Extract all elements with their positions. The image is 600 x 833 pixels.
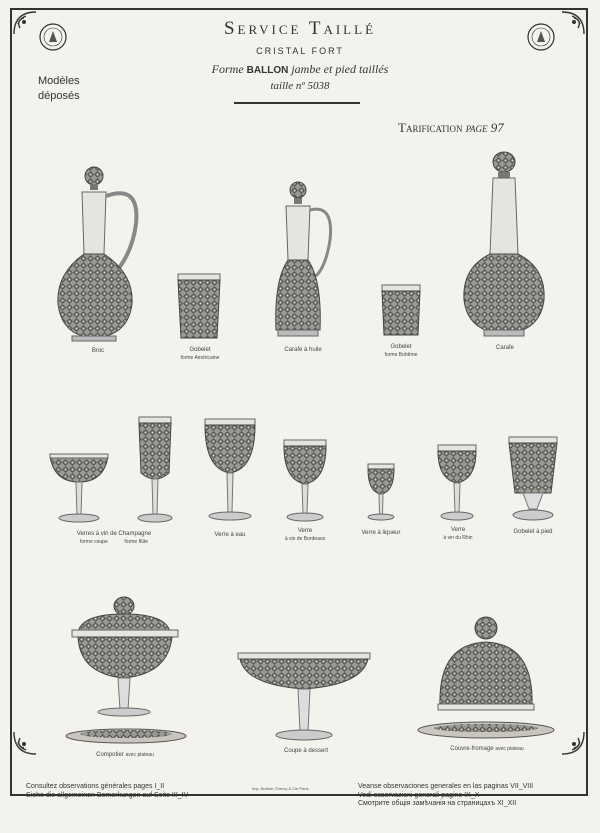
tarification [398,120,504,136]
compotier-illustration [64,594,188,746]
carafe-illustration [460,150,548,338]
gobelet-americaine-illustration [176,272,222,342]
carafe-huile-label-text: Carafe à huile [284,347,322,353]
verre-bordeaux-label [270,527,340,543]
verre-eau-illustration [203,417,257,523]
forme-name: BALLON [246,65,289,76]
page-title: Service Taillé [223,18,377,39]
verre-rhin-illustration [436,443,478,523]
modeles-line: Modèles [38,75,80,87]
verre-bordeaux-sub: à vin de Bordeaux [284,536,326,542]
footer-note-es: Veanse observaciones generales en las paginas VII_VIII [358,783,534,790]
coupe-dessert-illustration [236,651,372,743]
flute-champagne-illustration [135,415,175,525]
verre-liqueur-label-text: Verre à liqueur [361,530,401,536]
couvre-fromage-sub: avec plateau [495,746,524,752]
verre-rhin-label [428,526,488,542]
footer-notes-left [26,783,188,800]
gobelet-pied-illustration [507,435,559,523]
forme-suffix: jambe et pied taillés [291,62,389,76]
gobelet-americaine-sub: forme Américaine [180,355,220,361]
carafe-huile-illustration [270,180,336,340]
broc-label [60,347,136,355]
gobelet-americaine-label [168,346,232,362]
title-rule [234,102,360,104]
verre-liqueur-label [350,529,412,537]
coupe-dessert-label [266,747,346,755]
forme-prefix: Forme [211,62,244,76]
verres-champagne-label [48,530,180,546]
page-subtitle: CRISTAL FORT [256,46,344,56]
broc-label-text: Broc [91,348,105,354]
footer-note-ru: Смотрите общія замѣчанія на страницахъ XI_XII [358,800,517,807]
forme-flute-sub: forme flûte [124,539,149,545]
forme-line [0,62,600,77]
gobelet-boheme-illustration [380,283,422,339]
verre-bordeaux-label-text: Verre [297,528,313,534]
gobelet-pied-label [500,528,566,536]
forme-coupe-sub: forme coupe [79,539,108,545]
verres-champagne-label-text: Verres à vin de Champagne [76,531,152,537]
footer-notes-right [358,783,533,809]
coupe-champagne-illustration [48,452,110,524]
carafe-label [470,344,540,352]
deposes-line: déposés [38,90,80,102]
verre-bordeaux-illustration [282,438,328,524]
coupe-dessert-label-text: Coupe à dessert [283,748,329,754]
corner-ornament [12,730,38,756]
broc-illustration [52,164,144,344]
gobelet-boheme-label-text: Gobelet [390,344,412,350]
verre-eau-label [200,531,260,539]
gobelet-boheme-label [370,343,432,359]
modeles-deposes [38,74,80,104]
carafe-huile-label [270,346,336,354]
tarification-page: page 97 [465,120,504,135]
footer-note-fr: Consultez observations générales pages I_II [26,783,165,790]
verre-rhin-sub: à vin du Rhin [443,535,473,541]
verre-rhin-label-text: Verre [450,527,466,533]
gobelet-pied-label-text: Gobelet à pied [513,529,553,535]
taille-number: taille nº 5038 [270,80,330,92]
verre-liqueur-illustration [365,462,397,522]
corner-ornament [560,730,586,756]
footer-note-it: Vedi osservazioni generali pagine IX_X [358,791,480,799]
couvre-fromage-label [432,745,542,753]
gobelet-boheme-sub: forme Bohême [384,352,418,358]
couvre-fromage-illustration [416,614,560,742]
verre-eau-label-text: Verre à eau [214,532,246,538]
compotier-label [80,751,170,759]
couvre-fromage-label-text: Couvre-fromage [450,746,494,752]
compotier-label-text: Compotier [96,752,124,758]
tarification-label: Tarification [398,120,463,135]
compotier-sub: avec plateau [125,752,154,758]
gobelet-americaine-label-text: Gobelet [189,347,211,353]
footer-note-de: Siehe die allgemeinen Bemerkungen auf Seite III_IV [26,791,189,799]
carafe-label-text: Carafe [495,345,514,351]
printer-credit: Imp. Butiner-Thierry & Cie Paris [252,786,309,791]
